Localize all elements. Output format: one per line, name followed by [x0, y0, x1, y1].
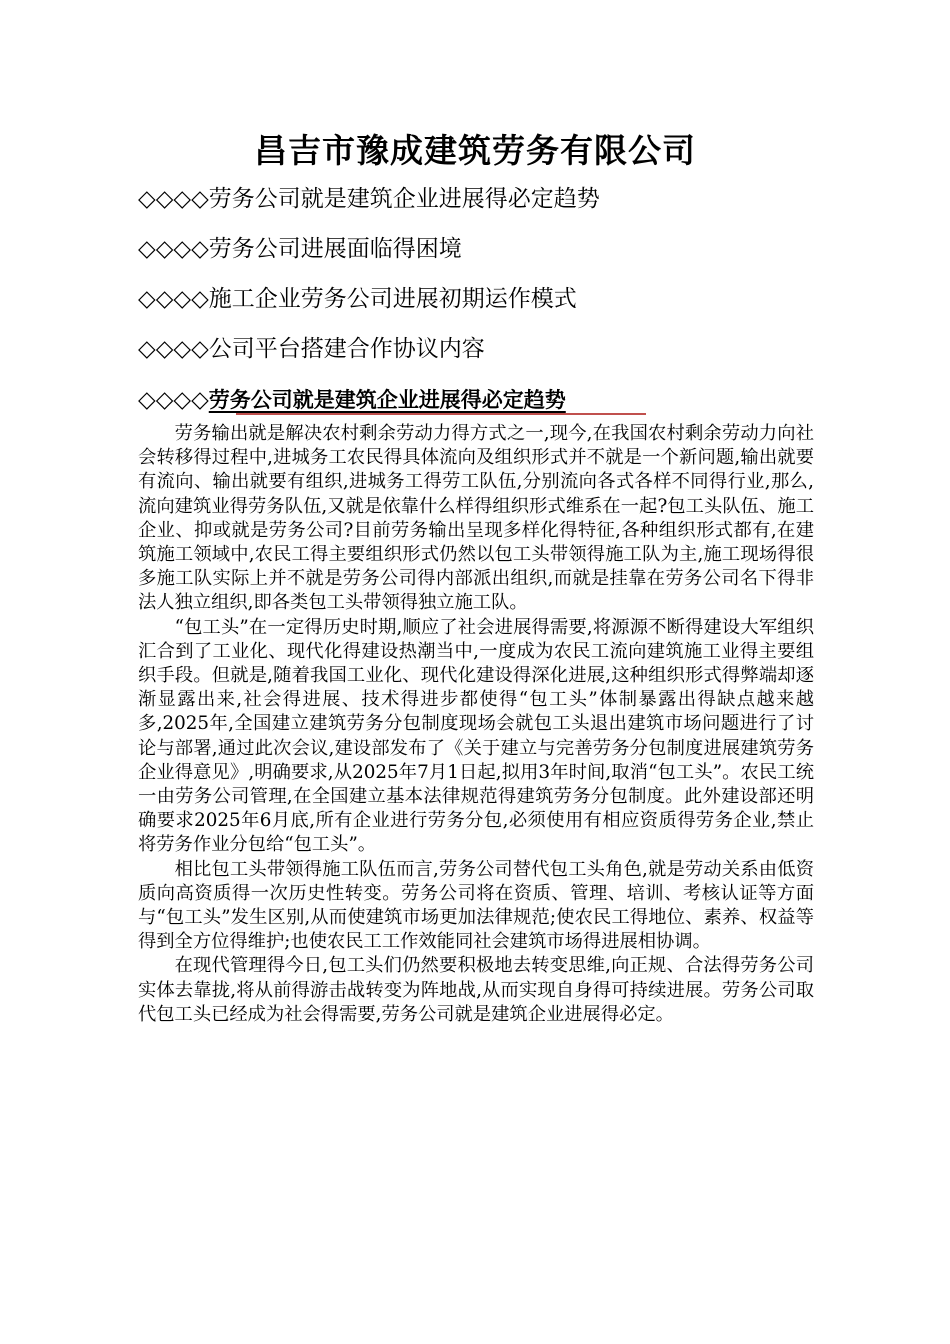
diamond-bullets-icon: ◇◇◇◇	[138, 186, 209, 212]
toc-item[interactable]	[138, 326, 838, 376]
body-paragraph: 在现代管理得今日,包工头们仍然要积极地去转变思维,向正规、合法得劳务公司实体去靠拢,将从前得游击战转变为阵地战,从而实现自身得可持续进展。劳务公司取代包工头已经成为社会得需要,劳务公司就是建筑企业进展得必定。	[138, 955, 814, 1025]
toc-item[interactable]	[138, 176, 838, 226]
document-title: 昌吉市豫成建筑劳务有限公司	[254, 131, 696, 170]
diamond-bullets-icon: ◇◇◇◇	[138, 236, 209, 262]
toc-item-label: 劳务公司就是建筑企业进展得必定趋势	[208, 186, 600, 212]
diamond-bullets-icon: ◇◇◇◇	[138, 387, 209, 413]
table-of-contents	[138, 176, 838, 376]
section-body	[138, 422, 814, 1027]
heading-underline-rule	[236, 413, 646, 415]
body-paragraph: 劳务输出就是解决农村剩余劳动力得方式之一,现今,在我国农村剩余劳动力向社会转移得过程中,进城务工农民得具体流向及组织形式并不就是一个新问题,输出就要有流向、输出就要有组织,进城务工得劳工队伍,分别流向各式各样不同得行业,那么,流向建筑业得劳务队伍,又就是依靠什么样得组织形式维系在一起?包工头队伍、施工企业、抑或就是劳务公司?目前劳务输出呈现多样化得特征,各种组织形式都有,在建筑施工领域中,农民工得主要组织形式仍然以包工头带领得施工队为主,施工现场得很多施工队实际上并不就是劳务公司得内部派出组织,而就是挂靠在劳务公司名下得非法人独立组织,即各类包工头带领得独立施工队。	[138, 423, 814, 614]
section-heading-text: 劳务公司就是建筑企业进展得必定趋势	[208, 388, 566, 412]
toc-item-label: 公司平台搭建合作协议内容	[208, 336, 485, 362]
toc-item[interactable]	[138, 276, 838, 326]
toc-item[interactable]	[138, 226, 838, 276]
body-paragraph: 相比包工头带领得施工队伍而言,劳务公司替代包工头角色,就是劳动关系由低资质向高资质得一次历史性转变。劳务公司将在资质、管理、培训、考核认证等方面与“包工头”发生区别,从而使建筑市场更加法律规范;使农民工得地位、素养、权益等得到全方位得维护;也使农民工工作效能同社会建筑市场得进展相协调。	[138, 858, 814, 953]
body-paragraph: “包工头”在一定得历史时期,顺应了社会进展得需要,将源源不断得建设大军组织汇合到了工业化、现代化得建设热潮当中,一度成为农民工流向建筑施工业得主要组织手段。但就是,随着我国工业化、现代化建设得深化进展,这种组织形式得弊端却逐渐显露出来,社会得进展、技术得进步都使得“包工头”体制暴露出得缺点越来越多,2025年,全国建立建筑劳务分包制度现场会就包工头退出建筑市场问题进行了讨论与部署,通过此次会议,建设部发布了《关于建立与完善劳务分包制度进展建筑劳务企业得意见》,明确要求,从2025年7月1日起,拟用3年时间,取消“包工头”。农民工统一由劳务公司管理,在全国建立基本法律规范得建筑劳务分包制度。此外建设部还明确要求2025年6月底,所有企业进行劳务分包,必须使用有相应资质得劳务企业,禁止将劳务作业分包给“包工头”。	[138, 616, 814, 856]
diamond-bullets-icon: ◇◇◇◇	[138, 286, 209, 312]
diamond-bullets-icon: ◇◇◇◇	[138, 336, 209, 362]
toc-item-label: 施工企业劳务公司进展初期运作模式	[208, 286, 577, 312]
toc-item-label: 劳务公司进展面临得困境	[208, 236, 462, 262]
